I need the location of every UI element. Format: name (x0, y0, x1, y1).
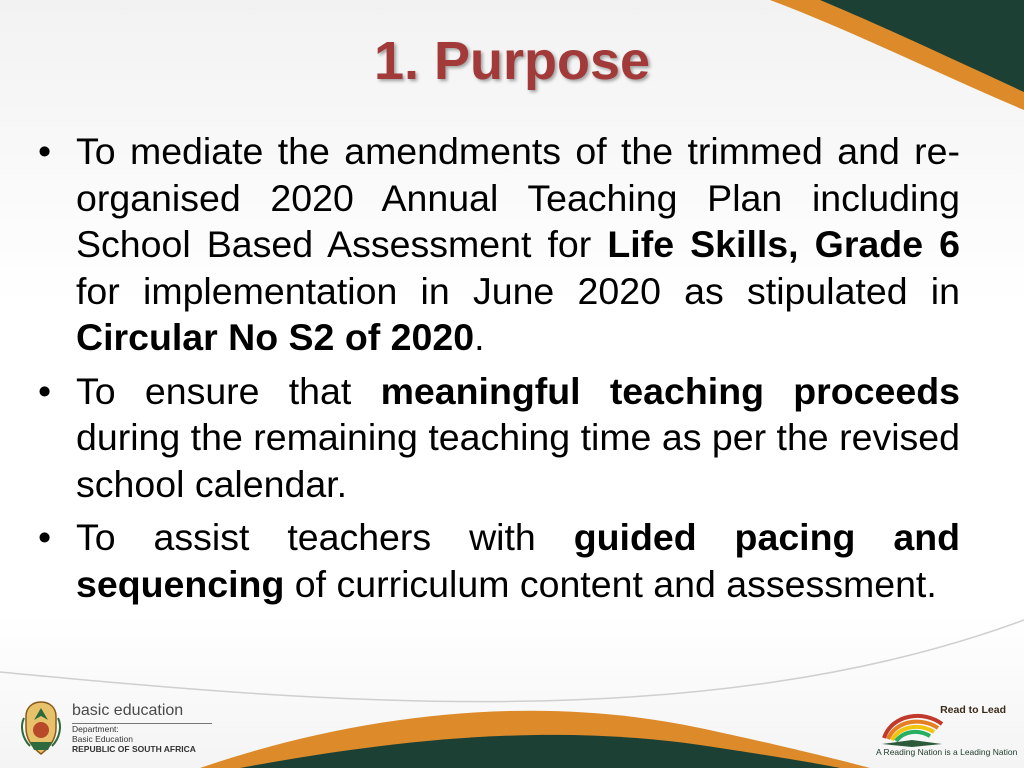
bullet-dot: • (38, 369, 52, 412)
bullet-text: of curriculum content and assessment. (284, 562, 937, 605)
bullet-bold-text: Circular No S2 of 2020 (76, 316, 475, 358)
bullet-dot: • (38, 130, 52, 172)
dbe-logo-name: basic education (72, 702, 212, 724)
bullet-text: . (474, 316, 485, 358)
bullet-dot: • (38, 516, 52, 558)
read-to-lead-label: Read to Lead (940, 704, 1006, 716)
dbe-logo-department: Department: (72, 724, 119, 734)
dbe-logo-basic-education: Basic Education (72, 734, 133, 744)
bullet-text: To mediate the amendments of the trimmed and re-organised 2020 Annual Teaching Plan including School Based Assessment for (76, 130, 960, 265)
slide-title: 1. Purpose (373, 31, 651, 91)
read-to-lead-logo (874, 702, 1018, 762)
bullet-text: To assist teachers with (76, 516, 574, 558)
bullet-item-assist (38, 514, 960, 607)
dbe-logo-text (72, 702, 212, 754)
bullet-item-ensure (38, 368, 960, 508)
bullet-text: To ensure that (76, 369, 381, 412)
open-book-rainbow-icon (878, 704, 948, 748)
bullet-item-mediate (38, 128, 960, 361)
bullet-bold-text: guided pacing and sequencing (76, 516, 961, 605)
bullet-bold-text: Life Skills, Grade 6 (607, 223, 961, 265)
bullet-bold-text: meaningful teaching proceeds (380, 369, 960, 412)
dbe-logo (18, 698, 218, 760)
bottom-swoosh-line (0, 620, 1024, 702)
bullet-list (38, 128, 960, 614)
coat-of-arms-icon (18, 698, 64, 758)
bullet-text: during the remaining teaching time as per the revised school calendar. (76, 416, 960, 505)
bullet-text: for implementation in June 2020 as stipulated in (76, 269, 960, 312)
read-to-lead-tagline: A Reading Nation is a Leading Nation (876, 747, 1018, 757)
dbe-logo-country: REPUBLIC OF SOUTH AFRICA (72, 744, 196, 754)
